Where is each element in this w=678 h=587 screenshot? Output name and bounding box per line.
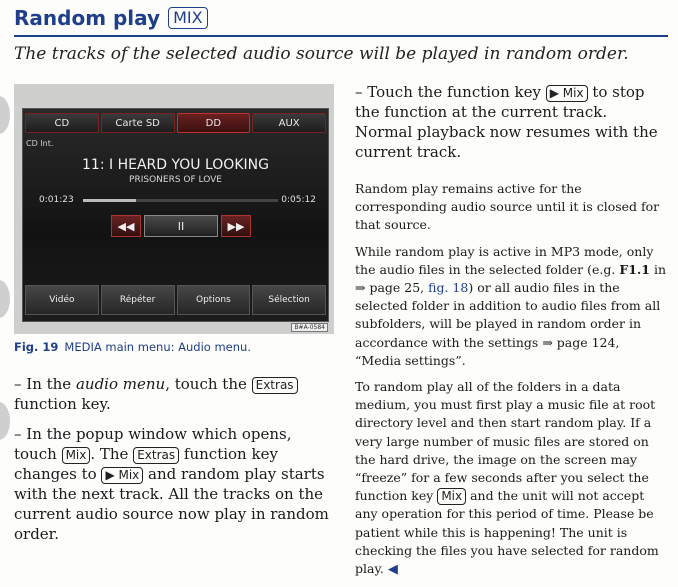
note-folders-text-b: and the unit will not accept any operation for this period of time. Please be patient while this is happening! The unit is checking the files you have selected for random play. xyxy=(355,488,659,577)
mix-key-label: Mix xyxy=(437,488,466,505)
left-column xyxy=(14,374,332,554)
caption-label: Fig. 19 xyxy=(14,340,59,354)
note-folders-text: To random play all of the folders in a data medium, you must first play a music file at root directory level and then start random play. If a very large number of music files are stored on the hard drive, the image on the screen may “freeze” for a few seconds after you select the function key xyxy=(355,379,656,504)
figure-code: B#A-0584 xyxy=(291,323,328,332)
tab-hard-drive: DD xyxy=(177,113,251,133)
playback-controls xyxy=(111,215,251,237)
tab-options: Options xyxy=(177,285,251,315)
mix-key-label: Mix xyxy=(62,447,91,464)
play-mix-key-label: ▶ Mix xyxy=(546,85,588,102)
function-tabs xyxy=(25,285,326,315)
note-mp3 xyxy=(355,243,669,370)
intro-text: The tracks of the selected audio source will be played in random order. xyxy=(14,44,629,64)
section-heading xyxy=(14,6,208,30)
page-edge-tab xyxy=(0,402,10,440)
tab-sd-card: Carte SD xyxy=(101,113,175,133)
page-edge-tab xyxy=(0,96,10,134)
section-title: Random play xyxy=(14,6,161,30)
tab-video: Vidéo xyxy=(25,285,99,315)
note-mp3-text-c: ) or all audio files in the selected folder in addition to audio files from all subfolders, will be played in random order in accordance with the settings ⇒ page 124, “Media settings”. xyxy=(355,280,661,368)
progress-bar xyxy=(83,199,278,202)
extras-key-label: Extras xyxy=(133,447,179,464)
step-2 xyxy=(14,424,332,544)
tab-aux: AUX xyxy=(252,113,326,133)
previous-icon: ◀◀ xyxy=(111,215,141,237)
tab-repeat: Répéter xyxy=(101,285,175,315)
step-2-text-d: and random play starts with the next track. All the tracks on the current audio source now play in random order. xyxy=(14,465,329,543)
extras-key-label: Extras xyxy=(252,377,298,394)
total-time: 0:05:12 xyxy=(281,195,316,205)
caption-text: MEDIA main menu: Audio menu. xyxy=(64,340,251,354)
step-1-text-b: , touch the xyxy=(165,375,252,393)
mix-key-label: MIX xyxy=(168,7,207,29)
play-mix-key-label: ▶ Mix xyxy=(101,467,143,484)
source-info: CD Int. xyxy=(26,139,54,148)
right-column xyxy=(355,82,669,587)
folder-label: F1.1 xyxy=(619,261,650,277)
pause-icon: II xyxy=(144,215,218,237)
step-2-text-b: . The xyxy=(90,445,134,463)
track-title: 11: I HEARD YOU LOOKING xyxy=(82,157,269,173)
step-3 xyxy=(355,82,669,162)
progress-fill xyxy=(83,199,136,202)
audio-menu-term: audio menu xyxy=(75,375,166,393)
figure-reference: fig. 18 xyxy=(428,280,469,296)
note-active: Random play remains active for the corresponding audio source until it is closed for that source. xyxy=(355,181,660,233)
step-1-text-c: function key. xyxy=(14,395,111,413)
elapsed-time: 0:01:23 xyxy=(39,195,74,205)
step-2-text: – In the popup window which opens, touch xyxy=(14,425,292,463)
step-1-text: – In the xyxy=(14,375,76,393)
figure-caption xyxy=(14,340,251,354)
step-3-text-b: to stop the function at the current track. Normal playback now resumes with the current track. xyxy=(355,83,658,161)
page-edge-tab xyxy=(0,280,10,318)
tab-cd: CD xyxy=(25,113,99,133)
figure-19 xyxy=(14,84,334,334)
heading-rule xyxy=(14,35,668,37)
next-icon: ▶▶ xyxy=(221,215,251,237)
tab-selection: Sélection xyxy=(252,285,326,315)
note-folders xyxy=(355,378,669,579)
media-screen xyxy=(22,108,329,322)
step-3-text: – Touch the function key xyxy=(355,83,546,101)
artist-name: PRISONERS OF LOVE xyxy=(129,175,222,185)
end-marker-icon: ◀ xyxy=(387,562,398,578)
step-1 xyxy=(14,374,332,414)
source-tabs xyxy=(25,113,326,133)
note-mp3-text: While random play is active in MP3 mode, only the audio files in the selected folder (e.g. xyxy=(355,243,654,277)
step-2-text-c: function key changes to xyxy=(14,445,278,483)
note-mp3-text-b: in ⇒ page 25, xyxy=(355,261,666,296)
